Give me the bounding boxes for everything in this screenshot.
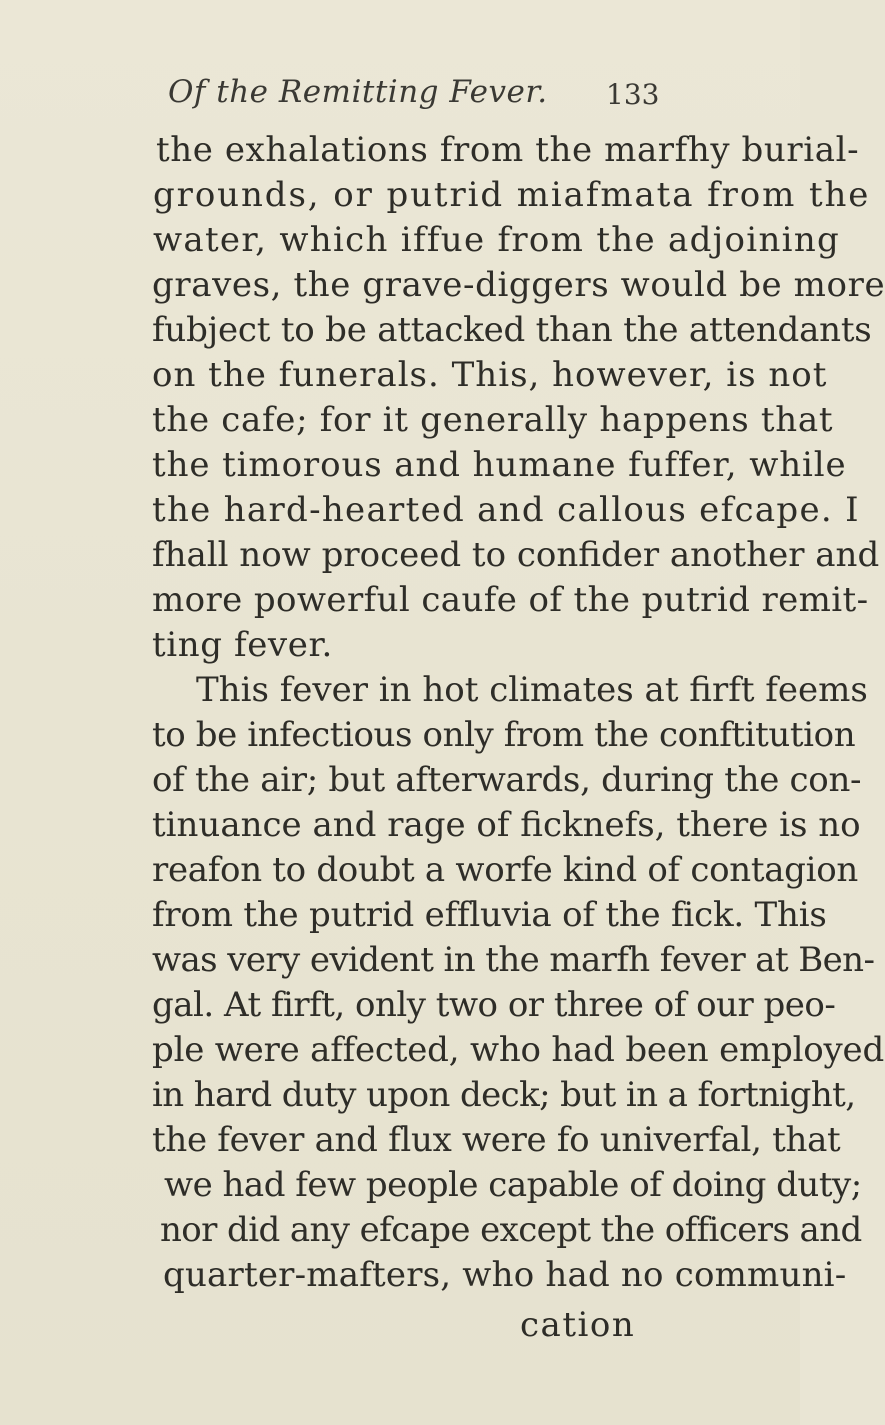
text-line: was very evident in the marfh fever at Ben- xyxy=(152,940,875,980)
text-line: gal. At firft, only two or three of our peo- xyxy=(152,985,836,1025)
text-line: reafon to doubt a worfe kind of contagion xyxy=(152,850,858,890)
text-line: the cafe; for it generally happens that xyxy=(152,400,834,440)
text-line: ting fever. xyxy=(152,625,333,665)
text-line: to be infectious only from the conftitution xyxy=(152,715,856,755)
text-line: we had few people capable of doing duty; xyxy=(164,1165,862,1205)
text-line: graves, the grave-diggers would be more xyxy=(152,265,885,305)
text-line: grounds, or putrid miafmata from the xyxy=(153,175,871,215)
page-number: 133 xyxy=(606,78,660,111)
running-title: Of the Remitting Fever. xyxy=(168,74,548,110)
text-line: fubject to be attacked than the attendants xyxy=(152,310,872,350)
text-line: the timorous and humane fuffer, while xyxy=(152,445,847,485)
text-line: This fever in hot climates at firft feems xyxy=(196,670,868,710)
text-line: ple were affected, who had been employed xyxy=(152,1030,885,1070)
text-line: nor did any efcape except the officers and xyxy=(160,1210,862,1250)
catchword: cation xyxy=(520,1305,636,1345)
text-line: on the funerals. This, however, is not xyxy=(152,355,828,395)
text-line: water, which iffue from the adjoining xyxy=(153,220,841,260)
text-line: tinuance and rage of ficknefs, there is no xyxy=(152,805,861,845)
text-line: from the putrid effluvia of the fick. This xyxy=(152,895,827,935)
text-line: of the air; but afterwards, during the con- xyxy=(152,760,862,800)
text-line: the fever and flux were fo univerfal, that xyxy=(152,1120,841,1160)
running-head xyxy=(0,68,800,112)
text-line: fhall now proceed to confider another and xyxy=(152,535,880,575)
text-line: more powerful caufe of the putrid remit- xyxy=(152,580,869,620)
text-line: the hard-hearted and callous efcape. I xyxy=(152,490,860,530)
text-line: in hard duty upon deck; but in a fortnight, xyxy=(152,1075,856,1115)
text-line: quarter-mafters, who had no communi- xyxy=(163,1255,847,1295)
text-line: the exhalations from the marfhy burial- xyxy=(156,130,860,170)
